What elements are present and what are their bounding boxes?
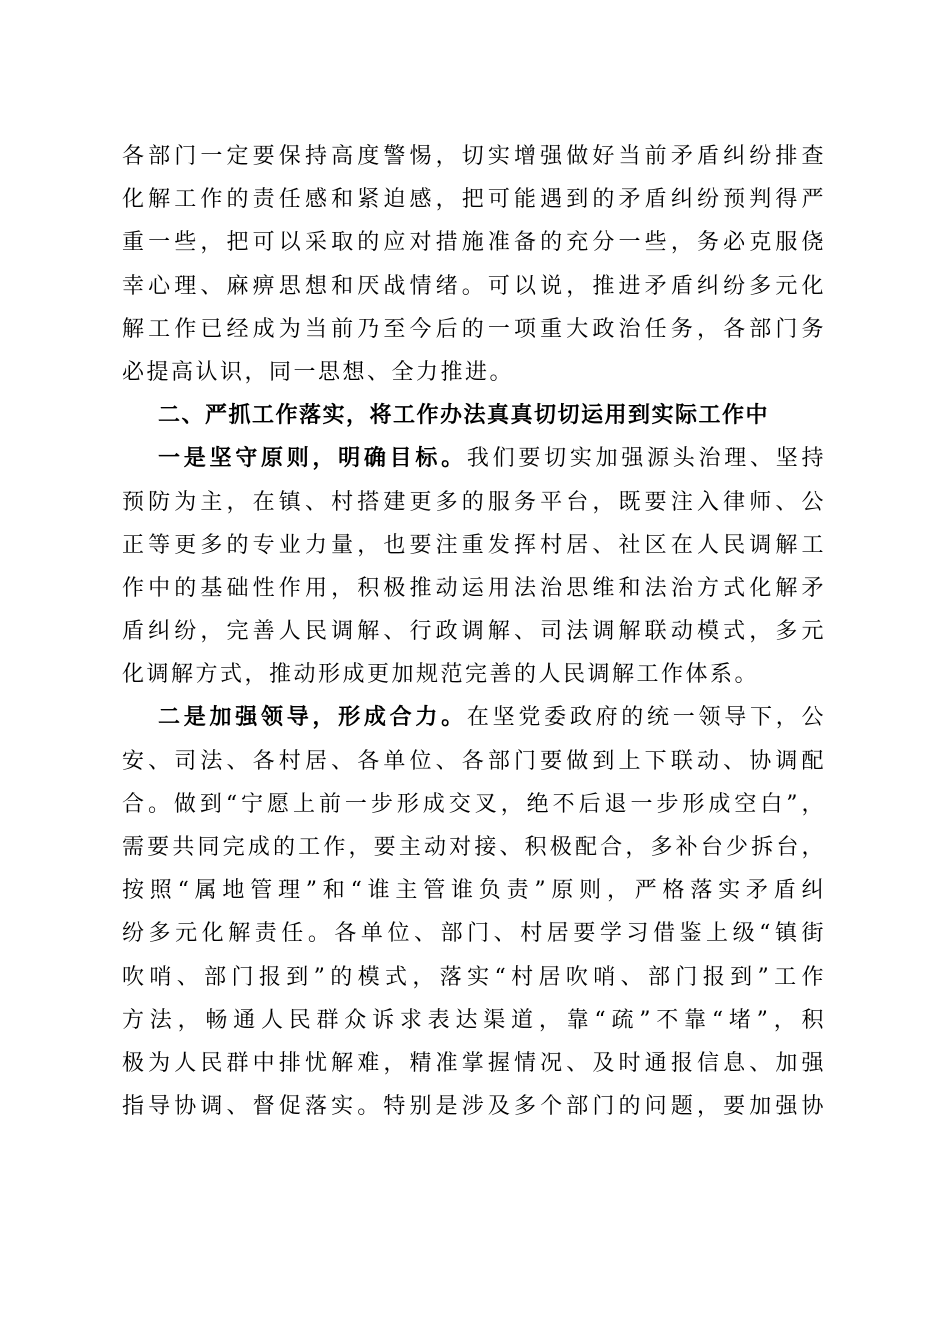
paragraph-1-line: 必提高认识，同一思想、全力推进。 xyxy=(122,359,515,385)
paragraph-1-line: 幸心理、麻痹思想和厌战情绪。可以说，推进矛盾纠纷多元化 xyxy=(122,273,826,299)
paragraph-2-first-line-text: 我们要切实加强源头治理、坚持 xyxy=(466,446,826,472)
paragraph-1-line: 各部门一定要保持高度警惕，切实增强做好当前矛盾纠纷排查 xyxy=(122,144,826,169)
paragraph-3-line: 需要共同完成的工作，要主动对接、积极配合，多补台少拆台， xyxy=(122,835,826,860)
paragraph-3-line: 按照“属地管理”和“谁主管谁负责”原则，严格落实矛盾纠 xyxy=(122,878,826,904)
paragraph-3-first-line-text: 在坚党委政府的统一领导下，公 xyxy=(466,705,826,731)
paragraph-3-line: 吹哨、部门报到”的模式，落实“村居吹哨、部门报到”工作 xyxy=(122,964,826,990)
paragraph-3-line: 纷多元化解责任。各单位、部门、村居要学习借鉴上级“镇街 xyxy=(122,921,826,947)
section-heading: 二、严抓工作落实，将工作办法真真切切运用到实际工作中 xyxy=(158,403,770,429)
paragraph-1-line: 重一些，把可以采取的应对措施准备的充分一些，务必克服侥 xyxy=(122,230,826,256)
paragraph-2-line: 盾纠纷，完善人民调解、行政调解、司法调解联动模式，多元 xyxy=(122,619,826,645)
document-body xyxy=(122,135,826,1128)
paragraph-2-line: 化调解方式，推动形成更加规范完善的人民调解工作体系。 xyxy=(122,662,760,688)
paragraph-2-first-line xyxy=(122,437,826,480)
paragraph-1-line: 解工作已经成为当前乃至今后的一项重大政治任务，各部门务 xyxy=(122,316,826,342)
paragraph-2-lead: 一是坚守原则，明确目标。 xyxy=(158,445,467,472)
paragraph-3-line: 指导协调、督促落实。特别是涉及多个部门的问题，要加强协 xyxy=(122,1094,826,1120)
paragraph-3-line: 方法，畅通人民群众诉求表达渠道，靠“疏”不靠“堵”，积 xyxy=(122,1007,826,1033)
paragraph-1-line: 化解工作的责任感和紧迫感，把可能遇到的矛盾纠纷预判得严 xyxy=(122,187,826,213)
paragraph-2-line: 作中的基础性作用，积极推动运用法治思维和法治方式化解矛 xyxy=(122,575,826,601)
paragraph-2-line: 正等更多的专业力量，也要注重发挥村居、社区在人民调解工 xyxy=(122,532,826,558)
paragraph-3-line: 合。做到“宁愿上前一步形成交叉，绝不后退一步形成空白”， xyxy=(122,791,826,817)
paragraph-3-first-line xyxy=(122,696,826,739)
paragraph-2-line: 预防为主，在镇、村搭建更多的服务平台，既要注入律师、公 xyxy=(122,489,826,515)
paragraph-3-line: 极为人民群中排忧解难，精准掌握情况、及时通报信息、加强 xyxy=(122,1050,826,1076)
paragraph-3-lead: 二是加强领导，形成合力。 xyxy=(158,704,467,731)
paragraph-3-line: 安、司法、各村居、各单位、各部门要做到上下联动、协调配 xyxy=(122,748,826,774)
